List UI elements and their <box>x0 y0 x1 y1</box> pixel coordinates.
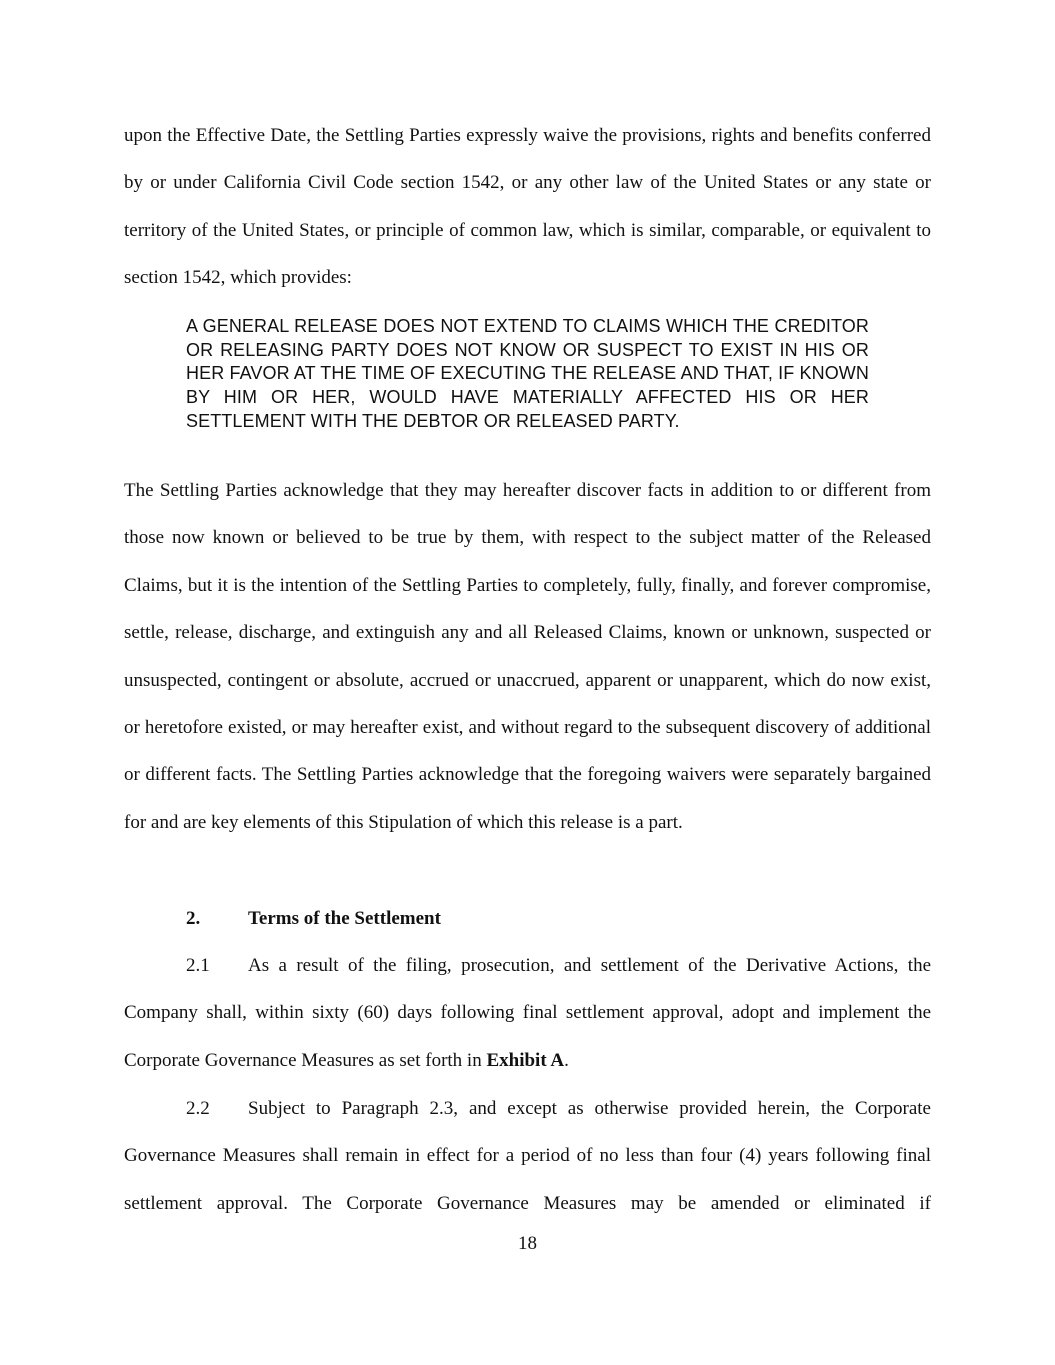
paragraph-2-1-text: As a result of the filing, prosecution, and settlement of the Derivative Actions, the Company shall, within sixty (60) days following final settlement approval, adopt and implement the Corporate Governance Measures as set forth in <box>124 955 931 1071</box>
statute-quotation: A GENERAL RELEASE DOES NOT EXTEND TO CLAIMS WHICH THE CREDITOR OR RELEASING PARTY DOES NOT KNOW OR SUSPECT TO EXIST IN HIS OR HER FAVOR AT THE TIME OF EXECUTING THE RELEASE AND THAT, IF KNOWN BY HIM OR HER, WOULD HAVE MATERIALLY AFFECTED HIS OR HER SETTLEMENT WITH THE DEBTOR OR RELEASED PARTY. <box>186 316 869 431</box>
section-number: 2. <box>186 908 201 929</box>
section-title: Terms of the Settlement <box>248 908 441 929</box>
paragraph-2-2 <box>124 1085 931 1227</box>
paragraph-number: 2.1 <box>186 955 210 976</box>
exhibit-reference: Exhibit A <box>486 1049 565 1071</box>
paragraph-acknowledgment: The Settling Parties acknowledge that they may hereafter discover facts in addition to or different from those now known or believed to be true by them, with respect to the subject matter of the Released Claims, but it is the intention of the Settling Parties to completely, fully, finally, and forever compromise, settle, release, discharge, and extinguish any and all Released Claims, known or unknown, suspected or unsuspected, contingent or absolute, accrued or unaccrued, apparent or unapparent, which do now exist, or heretofore existed, or may hereafter exist, and without regard to the subsequent discovery of additional or different facts. The Settling Parties acknowledge that the foregoing waivers were separately bargained for and are key elements of this Stipulation of which this release is a part. <box>124 480 931 833</box>
paragraph-number: 2.2 <box>186 1098 210 1119</box>
page-number: 18 <box>518 1233 537 1254</box>
paragraph-2-1-end: . <box>564 1049 569 1071</box>
paragraph-waiver-provisions: upon the Effective Date, the Settling Parties expressly waive the provisions, rights and benefits conferred by or under California Civil Code section 1542, or any other law of the United States or any state or territory of the United States, or principle of common law, which is similar, comparable, or equivalent to section 1542, which provides: <box>124 125 931 289</box>
paragraph-2-1 <box>124 942 931 1084</box>
section-heading <box>186 895 441 942</box>
paragraph-2-2-text: Subject to Paragraph 2.3, and except as otherwise provided herein, the Corporate Governance Measures shall remain in effect for a period of no less than four (4) years following final settlement approval. The Corporate Governance Measures may be amended or eliminated if <box>124 1098 931 1214</box>
